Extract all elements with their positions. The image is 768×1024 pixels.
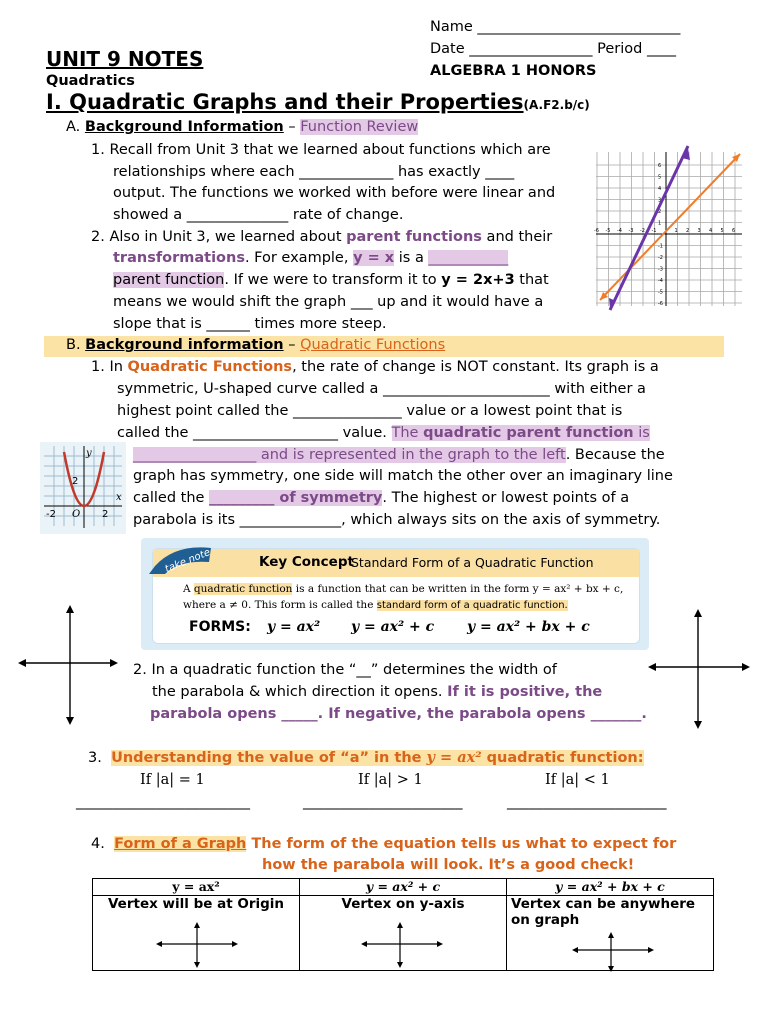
equation-y-x: y = x [353,250,395,266]
definition-line [183,583,623,595]
point-3-heading [111,750,643,766]
text-span: and their [481,229,553,245]
text-span: quadratic function: [481,750,644,766]
table-cell [300,896,507,971]
text-span: that [514,272,549,288]
text-line: 2. In a quadratic function the “__” determines the width of [133,662,557,678]
case-label: If |a| = 1 [140,772,205,788]
y-tick-label: -5 [658,289,663,296]
answer-blank[interactable]: ______________________ [507,794,667,810]
answer-blank[interactable]: ________________________ [76,794,250,810]
unit-title: UNIT 9 NOTES [46,47,204,71]
section-b-title: Background information [85,337,284,353]
blank-axes [155,922,239,968]
name-field[interactable]: Name ____________________________ [430,19,681,35]
text-span: . If we were to transform it to [224,272,442,288]
item-number: 3. [88,750,102,766]
unit-subtitle: Quadratics [46,73,135,89]
blank-axes [571,932,655,972]
table-cell [507,896,714,971]
blank-axes-right [646,608,752,730]
parent-functions-term: parent functions [346,229,482,245]
text-line: highest point called the _______________ value or a lowest point that is [117,403,623,419]
linear-graph [596,150,746,310]
blank-highlight: ___________ [428,250,509,266]
line-y-equals-x [600,154,740,300]
x-tick-label: 2 [686,228,690,234]
y-tick-label: 2 [72,476,79,487]
text-line: parabola is its ______________, which always sits on the axis of symmetry. [133,512,661,528]
text-span: 1. In [91,359,128,375]
cell-text: Vertex can be anywhere on graph [511,896,696,928]
key-concept-header [153,549,639,577]
x-tick-label: 2 [102,509,109,520]
text-span: The form of the equation tells us what to expect for [246,836,677,852]
section-a-title: Background Information [84,119,284,135]
blank-axes-left [16,604,120,726]
text-line: 1. Recall from Unit 3 that we learned about functions which are [91,142,551,158]
text-line [117,425,650,441]
section-title [46,90,590,114]
x-tick-label: 1 [674,228,678,234]
equation-transformed: y = 2x+3 [441,272,515,288]
x-tick-label: -6 [594,228,599,234]
text-span: Understanding the value of “a” in the [111,750,427,766]
text-span: . Because the [565,447,665,463]
text-line: relationships where each _____________ has exactly ____ [113,164,515,180]
date-period-field[interactable]: Date _________________ Period ____ [430,41,676,57]
text-span: . For example, [244,250,354,266]
form-3: y = ax² + bx + c [467,619,590,635]
y-tick-label: 5 [658,174,662,181]
text-span: The [391,425,424,441]
parabola-graph [40,442,126,534]
answer-blank[interactable]: ______________________ [303,794,463,810]
text-line [113,250,508,266]
text-line [113,272,549,288]
section-a-dash: – [283,119,301,135]
equation: y = ax² [426,749,482,766]
key-concept-card [152,548,640,644]
section-title-text: I. Quadratic Graphs and their Properties [46,90,524,114]
quadratic-parent-term: quadratic parent function [423,425,634,441]
parent-function-term: parent function [113,272,225,288]
text-span: . The highest or lowest points of a [382,490,630,506]
section-b-tag: Quadratic Functions [300,337,446,353]
table-cell [93,896,300,971]
x-tick-label: 3 [697,228,701,234]
positive-note: If it is positive, the [447,684,603,700]
text-span: is a [394,250,429,266]
y-axis-label: y [86,448,92,459]
x-tick-label: 6 [732,228,736,234]
x-tick-label: 5 [720,228,724,234]
text-line [91,229,552,245]
form-2: y = ax² + c [351,619,435,635]
y-tick-label: -1 [658,243,663,250]
y-tick-label: -2 [658,255,663,261]
x-tick-label: -2 [640,228,645,234]
text-span: the parabola & which direction it opens. [152,684,448,700]
table-header: y = ax² [93,879,300,896]
key-concept-title: Key Concept [259,554,354,570]
transformations-term: transformations [113,250,245,266]
text-line: slope that is ______ times more steep. [113,316,387,332]
text-span: is a function that can be written in the form y = ax² + bx + c, [292,583,624,595]
forms-label: FORMS: [189,619,251,635]
text-line: output. The functions we worked with before were linear and [113,185,556,201]
y-tick-label: 4 [658,186,662,192]
text-span: is [633,425,650,441]
standard-form-term: standard form of a quadratic function. [376,600,568,611]
y-tick-label: -4 [658,278,663,284]
quadratic-functions-term: Quadratic Functions [127,359,293,375]
take-note-badge [145,540,217,580]
text-span [392,425,650,441]
table-header-row [93,879,714,896]
definition-line [183,599,568,611]
table-header: y = ax² + c [300,879,507,896]
parent-graph-note: _________________ and is represented in the graph to the left [133,447,566,463]
cell-text: Vertex on y-axis [341,896,465,912]
text-line: graph has symmetry, one side will match the other over an imaginary line [133,468,673,484]
point-3 [88,749,644,766]
section-b-letter: B. [66,337,81,353]
text-line: how the parabola will look. It’s a good check! [262,857,635,873]
case-label: If |a| < 1 [545,772,610,788]
section-b-heading [66,337,445,353]
section-a-tag: Function Review [300,119,419,135]
text-line: symmetric, U-shaped curve called a _______________________ with either a [117,381,646,397]
quadratic-function-term: quadratic function [193,583,293,595]
case-label: If |a| > 1 [358,772,423,788]
x-tick-label: -4 [617,228,622,234]
text-line: means we would shift the graph ___ up and it would have a [113,294,544,310]
text-line [152,684,602,700]
origin-label: O [72,509,81,520]
forms-table [92,878,714,971]
form-1: y = ax² [267,619,321,635]
cell-text: Vertex will be at Origin [107,896,285,912]
point-4 [91,836,676,852]
form-of-graph-tag: Form of a Graph [114,836,247,852]
y-tick-label: 1 [658,220,662,227]
key-concept-subtitle: Standard Form of a Quadratic Function [351,555,594,570]
badge-text: take note [163,547,212,576]
section-a-heading [66,119,418,135]
blank-axes [360,922,444,968]
key-concept-box [141,538,649,650]
x-tick-label: -5 [605,228,611,234]
text-line [133,447,665,463]
x-tick-label: -2 [46,509,56,520]
x-tick-label: 4 [709,228,713,234]
table-row [93,896,714,971]
table-header: y = ax² + bx + c [507,879,714,896]
text-line [91,359,659,375]
text-span: 2. Also in Unit 3, we learned about [91,229,347,245]
section-b-dash: – [283,337,301,353]
y-tick-label: 3 [658,197,662,204]
standard-code: (A.F2.b/c) [523,98,590,112]
text-line: parabola opens _____. If negative, the parabola opens _______. [150,706,647,722]
section-a-letter: A. [66,119,81,135]
x-tick-label: -1 [651,228,657,234]
y-tick-label: 6 [658,163,662,169]
y-tick-label: 2 [658,209,662,215]
text-span: , the rate of change is NOT constant. Its graph is a [292,359,659,375]
text-line [133,490,629,506]
text-line: showed a ______________ rate of change. [113,207,404,223]
x-tick-label: -3 [628,228,634,234]
y-tick-label: -3 [658,266,663,273]
axis-of-symmetry-term: _________ of symmetry [209,490,383,506]
y-tick-label: -6 [658,301,663,307]
text-span: called the [133,490,210,506]
text-span: A [183,583,194,595]
x-axis-label: x [116,492,122,503]
course-name: ALGEBRA 1 HONORS [430,63,597,79]
item-number: 4. [91,836,105,852]
text-span: where a ≠ 0. This form is called the [183,599,377,611]
text-span: called the ____________________ value. [117,425,392,441]
